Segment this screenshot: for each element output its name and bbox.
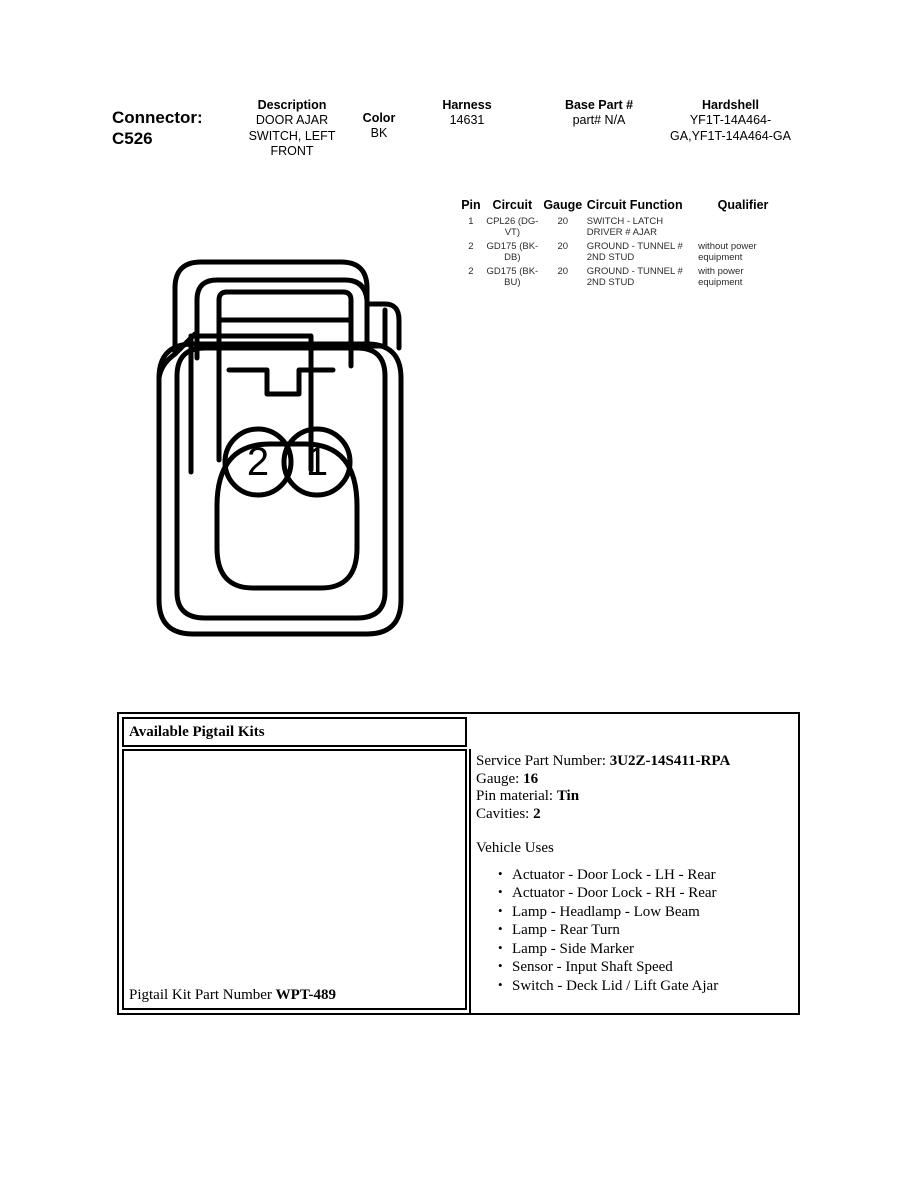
gauge-cell: 20 xyxy=(557,266,569,277)
base-part-block xyxy=(535,98,663,129)
table-row xyxy=(460,265,790,290)
latch-upper-rect-left-path xyxy=(219,292,227,460)
keying-notch-path xyxy=(229,370,333,394)
pigtail-kit-part-number xyxy=(129,987,336,1004)
gauge-cell: 20 xyxy=(557,241,569,252)
cavity-body-path xyxy=(217,444,357,588)
list-item: • Actuator - Door Lock - LH - Rear xyxy=(512,866,798,885)
cavities-value: 2 xyxy=(533,805,541,822)
cavity-label-1: 1 xyxy=(305,440,329,484)
circuit-cell: GD175 (BK-DB) xyxy=(486,241,539,263)
hardshell-block xyxy=(668,98,793,144)
vehicle-uses-list xyxy=(476,866,798,996)
upper-outer-cap-path xyxy=(175,262,367,354)
qualifier-cell: without power equipment xyxy=(698,241,757,263)
color-title: Color xyxy=(362,111,396,125)
list-item: • Lamp - Rear Turn xyxy=(512,921,798,940)
service-part-number-line xyxy=(476,753,798,771)
list-item: • Lamp - Side Marker xyxy=(512,940,798,959)
description-value: DOOR AJAR SWITCH, LEFT FRONT xyxy=(248,113,336,158)
pin-material-label: Pin material: xyxy=(476,788,557,804)
gauge-label: Gauge: xyxy=(476,770,524,787)
gauge-line xyxy=(476,771,798,789)
latch-upper-rect-path xyxy=(227,292,351,366)
hardshell-value: YF1T-14A464-GA,YF1T-14A464-GA xyxy=(670,113,791,143)
gauge-column-header: Gauge xyxy=(543,198,583,212)
circuit-column-header: Circuit xyxy=(492,198,533,212)
base-part-value: part# N/A xyxy=(572,113,626,127)
pigtail-kit-part-number-label: Pigtail Kit Part Number xyxy=(129,987,276,1003)
pin-table xyxy=(460,198,790,290)
circuit-function-cell: GROUND - TUNNEL # 2ND STUD xyxy=(586,241,683,263)
cavity-label-2: 2 xyxy=(246,440,270,484)
list-item: • Lamp - Headlamp - Low Beam xyxy=(512,903,798,922)
qualifier-column-header: Qualifier xyxy=(717,198,769,212)
available-pigtail-kits-table xyxy=(117,712,800,1015)
circuit-cell: CPL26 (DG-VT) xyxy=(486,216,539,238)
pin-material-line xyxy=(476,788,798,806)
connector-outline-graphic xyxy=(145,248,435,648)
color-block xyxy=(350,111,408,142)
connector-id: C526 xyxy=(112,129,153,148)
cavities-line xyxy=(476,806,798,824)
qualifier-cell: with power equipment xyxy=(698,266,744,288)
gauge-value: 16 xyxy=(523,770,539,787)
pin-table-body xyxy=(460,215,790,290)
pin-cell: 1 xyxy=(468,216,474,227)
pin-cell: 2 xyxy=(468,266,474,277)
harness-value: 14631 xyxy=(449,113,485,127)
right-step-path xyxy=(367,310,385,346)
pigtail-kit-cell xyxy=(122,749,467,1010)
circuit-cell: GD175 (BK-BU) xyxy=(486,266,539,288)
circuit-function-column-header: Circuit Function xyxy=(586,198,683,212)
list-item: • Switch - Deck Lid / Lift Gate Ajar xyxy=(512,977,798,996)
circuit-function-cell: SWITCH - LATCH DRIVER # AJAR xyxy=(586,216,664,238)
pigtail-left-column xyxy=(119,714,469,1013)
circuit-function-cell: GROUND - TUNNEL # 2ND STUD xyxy=(586,266,683,288)
color-value: BK xyxy=(370,126,388,140)
list-item: • Actuator - Door Lock - RH - Rear xyxy=(512,884,798,903)
description-title: Description xyxy=(257,98,327,112)
description-block xyxy=(240,98,344,160)
harness-block xyxy=(412,98,522,129)
service-part-number-label: Service Part Number: xyxy=(476,753,610,769)
vehicle-uses-title: Vehicle Uses xyxy=(476,840,554,856)
pin-table-header-row xyxy=(460,198,790,215)
base-part-title: Base Part # xyxy=(564,98,634,112)
connector-diagram xyxy=(145,248,435,648)
pin-column-header: Pin xyxy=(461,198,481,212)
harness-title: Harness xyxy=(442,98,492,112)
service-part-number-value: 3U2Z-14S411-RPA xyxy=(609,753,731,769)
gauge-cell: 20 xyxy=(557,216,569,227)
cavities-label: Cavities: xyxy=(476,805,534,822)
table-row xyxy=(460,240,790,265)
list-item: • Sensor - Input Shaft Speed xyxy=(512,958,798,977)
pin-cell: 2 xyxy=(468,241,474,252)
pigtail-spec-panel xyxy=(469,749,798,1013)
pin-table-head xyxy=(460,198,790,215)
connector-body-paths xyxy=(159,262,401,634)
pigtail-kit-part-number-value: WPT-489 xyxy=(275,987,336,1003)
pigtail-section-title: Available Pigtail Kits xyxy=(129,723,265,740)
pin-material-value: Tin xyxy=(556,788,580,804)
qualifier-cell xyxy=(696,215,790,240)
connector-header xyxy=(0,98,918,178)
connector-label: Connector: xyxy=(112,108,203,127)
pigtail-section-header-cell xyxy=(122,717,467,747)
table-row xyxy=(460,215,790,240)
hardshell-title: Hardshell xyxy=(702,98,759,112)
connector-id-block xyxy=(112,107,242,149)
